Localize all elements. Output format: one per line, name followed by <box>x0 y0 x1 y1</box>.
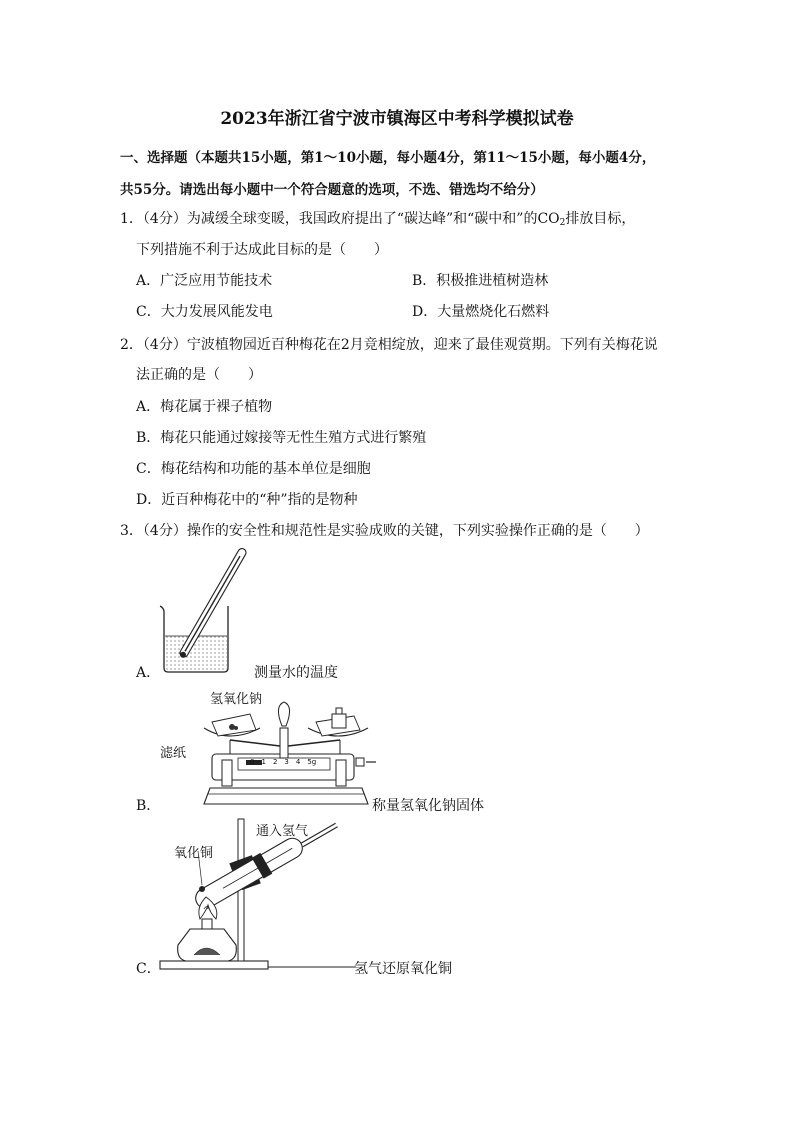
scale-tick: 2 <box>272 758 278 766</box>
scale-tick: 1 <box>261 758 266 766</box>
figure-b-scale-ticks <box>250 758 316 766</box>
question-2-option-c[interactable]: C．梅花结构和功能的基本单位是细胞 <box>136 461 371 477</box>
question-1-text-b: 排放目标， <box>565 211 636 227</box>
question-1-option-d[interactable]: D．大量燃烧化石燃料 <box>412 304 550 320</box>
scale-tick: 0 <box>250 758 255 766</box>
question-1-option-b[interactable]: B．积极推进植树造林 <box>412 273 549 289</box>
figure-a-letter[interactable]: A． <box>136 665 161 681</box>
page-title: 2023年浙江省宁波市镇海区中考科学模拟试卷 <box>220 109 574 129</box>
figure-c-caption: 氢气还原氧化铜 <box>354 961 452 977</box>
section-header-line-1: 一、选择题（本题共15小题，第1～10小题，每小题4分，第11～15小题，每小题4分， <box>120 150 656 166</box>
figure-c-label-hydrogen-inlet: 通入氢气 <box>256 824 309 839</box>
figure-b-label-sodium-hydroxide: 氢氧化钠 <box>210 692 263 707</box>
question-2-option-b[interactable]: B．梅花只能通过嫁接等无性生殖方式进行繁殖 <box>136 430 427 446</box>
question-2-option-d[interactable]: D．近百种梅花中的“种”指的是物种 <box>136 492 358 508</box>
question-2-stem: 2．（4分）宁波植物园近百种梅花在2月竞相绽放，迎来了最佳观赏期。下列有关梅花说 <box>120 337 658 353</box>
figure-c-label-copper-oxide: 氧化铜 <box>174 846 214 861</box>
figure-a-caption: 测量水的温度 <box>254 665 338 681</box>
figure-c-letter[interactable]: C． <box>136 961 161 977</box>
figure-b-balance-diagram <box>190 700 380 812</box>
question-2-option-a[interactable]: A．梅花属于裸子植物 <box>136 399 273 415</box>
question-2-stem-line-2: 法正确的是（ ） <box>136 367 262 383</box>
question-3-stem: 3．（4分）操作的安全性和规范性是实验成败的关键，下列实验操作正确的是（ ） <box>120 523 649 539</box>
question-1-option-c[interactable]: C．大力发展风能发电 <box>136 304 273 320</box>
question-1-option-a[interactable]: A．广泛应用节能技术 <box>136 273 273 289</box>
question-1-stem <box>120 208 635 228</box>
figure-b-label-filter-paper: 滤纸 <box>160 746 187 761</box>
question-1-stem-line-2: 下列措施不利于达成此目标的是（ ） <box>136 242 388 258</box>
question-1-subscript: 2 <box>559 218 566 228</box>
scale-tick: 3 <box>284 758 289 766</box>
scale-tick: 5g <box>307 758 317 766</box>
question-1-text-a: 1．（4分）为减缓全球变暖，我国政府提出了“碳达峰”和“碳中和”的CO <box>120 211 560 227</box>
figure-b-caption: 称量氢氧化钠固体 <box>372 798 484 814</box>
figure-a-thermometer-beaker <box>150 548 260 678</box>
scale-tick: 4 <box>295 758 301 766</box>
figure-c-apparatus-diagram <box>150 815 370 975</box>
figure-b-letter[interactable]: B． <box>136 798 161 814</box>
section-header-line-2: 共55分。请选出每小题中一个符合题意的选项，不选、错选均不给分） <box>120 182 544 198</box>
